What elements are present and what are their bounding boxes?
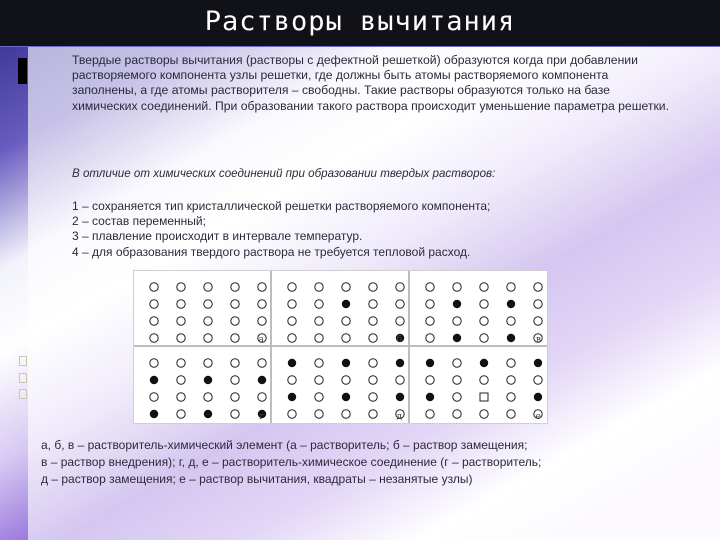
open-atom [480,410,488,418]
filled-atom [150,410,158,418]
open-atom [177,410,185,418]
open-atom [177,393,185,401]
open-atom [177,359,185,367]
open-atom [507,410,515,418]
open-atom [288,410,296,418]
figure-caption [41,437,691,488]
vacancy-node [480,393,488,401]
filled-atom [480,359,488,367]
open-atom [231,410,239,418]
open-atom [342,334,350,342]
open-atom [258,317,266,325]
open-atom [231,317,239,325]
open-atom [231,334,239,342]
open-atom [150,359,158,367]
open-atom [453,376,461,384]
filled-atom [507,334,515,342]
open-atom [315,359,323,367]
filled-atom [396,393,404,401]
open-atom [480,334,488,342]
open-atom [369,359,377,367]
open-atom [342,410,350,418]
feature-item: 2 – состав переменный; [72,214,206,229]
filled-atom [426,393,434,401]
feature-item: 3 – плавление происходит в интервале температур. [72,229,363,244]
open-atom [315,300,323,308]
open-atom [231,283,239,291]
filled-atom [507,300,515,308]
open-atom [231,300,239,308]
open-atom [507,359,515,367]
open-atom [288,300,296,308]
open-atom [288,317,296,325]
sidebar-square-3 [19,389,27,399]
open-atom [342,317,350,325]
feature-item: 4 – для образования твердого раствора не требуется тепловой расход. [72,244,471,259]
filled-atom [534,393,542,401]
open-atom [396,283,404,291]
filled-atom [426,359,434,367]
open-atom [315,283,323,291]
open-atom [258,283,266,291]
filled-atom [288,393,296,401]
open-atom [231,376,239,384]
open-atom [342,283,350,291]
feature-list [72,199,672,260]
open-atom [204,317,212,325]
open-atom [315,410,323,418]
open-atom [396,300,404,308]
filled-atom [204,376,212,384]
caption-line: д – раствор замещения; е – раствор вычитания, квадраты – незанятые узлы) [41,472,473,486]
open-atom [453,410,461,418]
filled-atom [453,300,461,308]
open-atom [177,283,185,291]
panel-label-e: е [535,412,541,422]
open-atom [453,317,461,325]
panel-label-v: в [535,335,541,345]
sidebar-accent-bar [18,58,27,84]
open-atom [507,317,515,325]
open-atom [177,317,185,325]
open-atom [369,410,377,418]
open-atom [150,317,158,325]
filled-atom [342,300,350,308]
open-atom [534,376,542,384]
open-atom [507,283,515,291]
open-atom [480,376,488,384]
open-atom [258,300,266,308]
open-atom [453,283,461,291]
open-atom [315,393,323,401]
panel-label-g: г [259,412,264,422]
open-atom [534,300,542,308]
open-atom [150,393,158,401]
open-atom [453,359,461,367]
open-atom [150,334,158,342]
open-atom [426,334,434,342]
open-atom [288,334,296,342]
filled-atom [150,376,158,384]
open-atom [204,359,212,367]
open-atom [315,376,323,384]
open-atom [150,300,158,308]
slide-title: Растворы вычитания [204,6,516,37]
open-atom [480,283,488,291]
open-atom [507,376,515,384]
filled-atom [204,410,212,418]
open-atom [369,334,377,342]
filled-atom [342,359,350,367]
panel-label-a: а [258,335,264,345]
open-atom [426,300,434,308]
filled-atom [342,393,350,401]
sidebar-square-2 [19,373,27,383]
panel-label-d: д [396,412,402,422]
open-atom [480,317,488,325]
open-atom [177,334,185,342]
open-atom [204,334,212,342]
open-atom [369,283,377,291]
open-atom [315,317,323,325]
open-atom [231,359,239,367]
open-atom [396,317,404,325]
panel-label-b: б [396,335,402,345]
open-atom [204,393,212,401]
open-atom [231,393,239,401]
open-atom [534,317,542,325]
lattice-figure [133,270,548,424]
filled-atom [453,334,461,342]
filled-atom [534,359,542,367]
open-atom [342,376,350,384]
open-atom [258,393,266,401]
intro-paragraph: Твердые растворы вычитания (растворы с дефектной решеткой) образуются когда при добавлении растворяемого компонента узлы решетки, где должны быть атомы растворяемого компонента заполнены, а где атомы растворителя – свободны. Такие растворы образуются только на базе химических соединений. При образовании такого раствора происходит уменьшение параметра решетки. [72,53,669,113]
open-atom [204,300,212,308]
filled-atom [396,359,404,367]
open-atom [534,283,542,291]
filled-atom [258,376,266,384]
open-atom [177,300,185,308]
caption-line: в – раствор внедрения); г, д, е – растворитель-химическое соединение (г – растворитель; [41,455,542,469]
filled-atom [288,359,296,367]
open-atom [426,283,434,291]
open-atom [177,376,185,384]
open-atom [369,376,377,384]
sidebar-square-1 [19,356,27,366]
open-atom [369,300,377,308]
open-atom [426,376,434,384]
open-atom [369,317,377,325]
open-atom [369,393,377,401]
open-atom [453,393,461,401]
open-atom [426,410,434,418]
feature-item: 1 – сохраняется тип кристаллической решетки растворяемого компонента; [72,199,491,213]
open-atom [150,283,158,291]
open-atom [507,393,515,401]
open-atom [288,376,296,384]
open-atom [204,283,212,291]
caption-line: а, б, в – растворитель-химический элемент (а – растворитель; б – раствор замещения; [41,438,528,452]
open-atom [315,334,323,342]
open-atom [288,283,296,291]
open-atom [258,359,266,367]
distinction-heading: В отличие от химических соединений при образовании твердых растворов: [72,167,496,180]
open-atom [396,376,404,384]
open-atom [426,317,434,325]
open-atom [480,300,488,308]
